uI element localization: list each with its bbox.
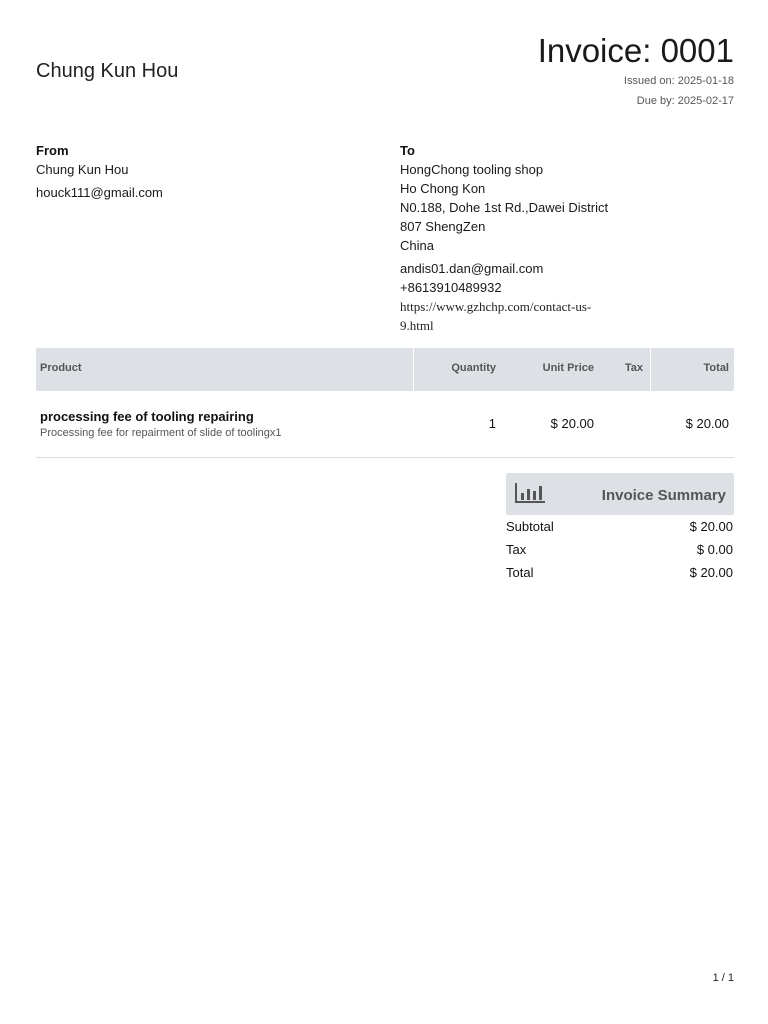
invoice-summary-header bbox=[506, 473, 734, 515]
header-total: Total bbox=[703, 362, 729, 374]
item-quantity: 1 bbox=[488, 416, 496, 431]
header-divider bbox=[413, 348, 414, 391]
header-divider bbox=[650, 348, 651, 391]
from-label: From bbox=[36, 143, 69, 158]
issued-date: Issued on: 2025-01-18 bbox=[623, 75, 734, 87]
invoice-title: Invoice: 0001 bbox=[537, 32, 734, 69]
to-contact: Ho Chong Kon bbox=[400, 181, 486, 196]
tax-label: Tax bbox=[506, 542, 527, 557]
to-label: To bbox=[400, 143, 415, 158]
header-tax: Tax bbox=[624, 362, 643, 374]
subtotal-label: Subtotal bbox=[506, 519, 554, 534]
to-address-line1: N0.188, Dohe 1st Rd.,Dawei District bbox=[400, 200, 609, 215]
from-name: Chung Kun Hou bbox=[36, 162, 129, 177]
to-country: China bbox=[400, 238, 434, 253]
invoice-summary-title: Invoice Summary bbox=[601, 487, 726, 504]
to-company: HongChong tooling shop bbox=[400, 162, 544, 177]
header-product: Product bbox=[40, 362, 82, 374]
subtotal-value: $ 20.00 bbox=[689, 519, 733, 534]
to-email[interactable]: andis01.dan@gmail.com bbox=[400, 261, 544, 276]
sender-name: Chung Kun Hou bbox=[36, 60, 179, 82]
header-unit-price: Unit Price bbox=[542, 362, 594, 374]
to-address-line2: 807 ShengZen bbox=[400, 219, 486, 234]
page-number: 1 / 1 bbox=[712, 972, 734, 984]
to-block bbox=[400, 141, 660, 335]
from-block bbox=[36, 141, 356, 202]
to-phone: +8613910489932 bbox=[400, 280, 502, 295]
bar-chart-icon bbox=[514, 481, 546, 505]
tax-value: $ 0.00 bbox=[696, 542, 733, 557]
to-website-link[interactable]: https://www.gzhchp.com/contact-us-9.html bbox=[400, 299, 592, 333]
item-title: processing fee of tooling repairing bbox=[40, 409, 254, 424]
item-description: Processing fee for repairment of slide of toolingx1 bbox=[40, 427, 282, 439]
header-quantity: Quantity bbox=[451, 362, 496, 374]
due-date: Due by: 2025-02-17 bbox=[636, 95, 734, 107]
total-value: $ 20.00 bbox=[689, 565, 733, 580]
item-total: $ 20.00 bbox=[685, 416, 729, 431]
table-row bbox=[36, 400, 734, 458]
line-items-header bbox=[36, 348, 734, 391]
from-email[interactable]: houck111@gmail.com bbox=[36, 185, 163, 200]
item-unit-price: $ 20.00 bbox=[550, 416, 594, 431]
total-label: Total bbox=[506, 565, 534, 580]
